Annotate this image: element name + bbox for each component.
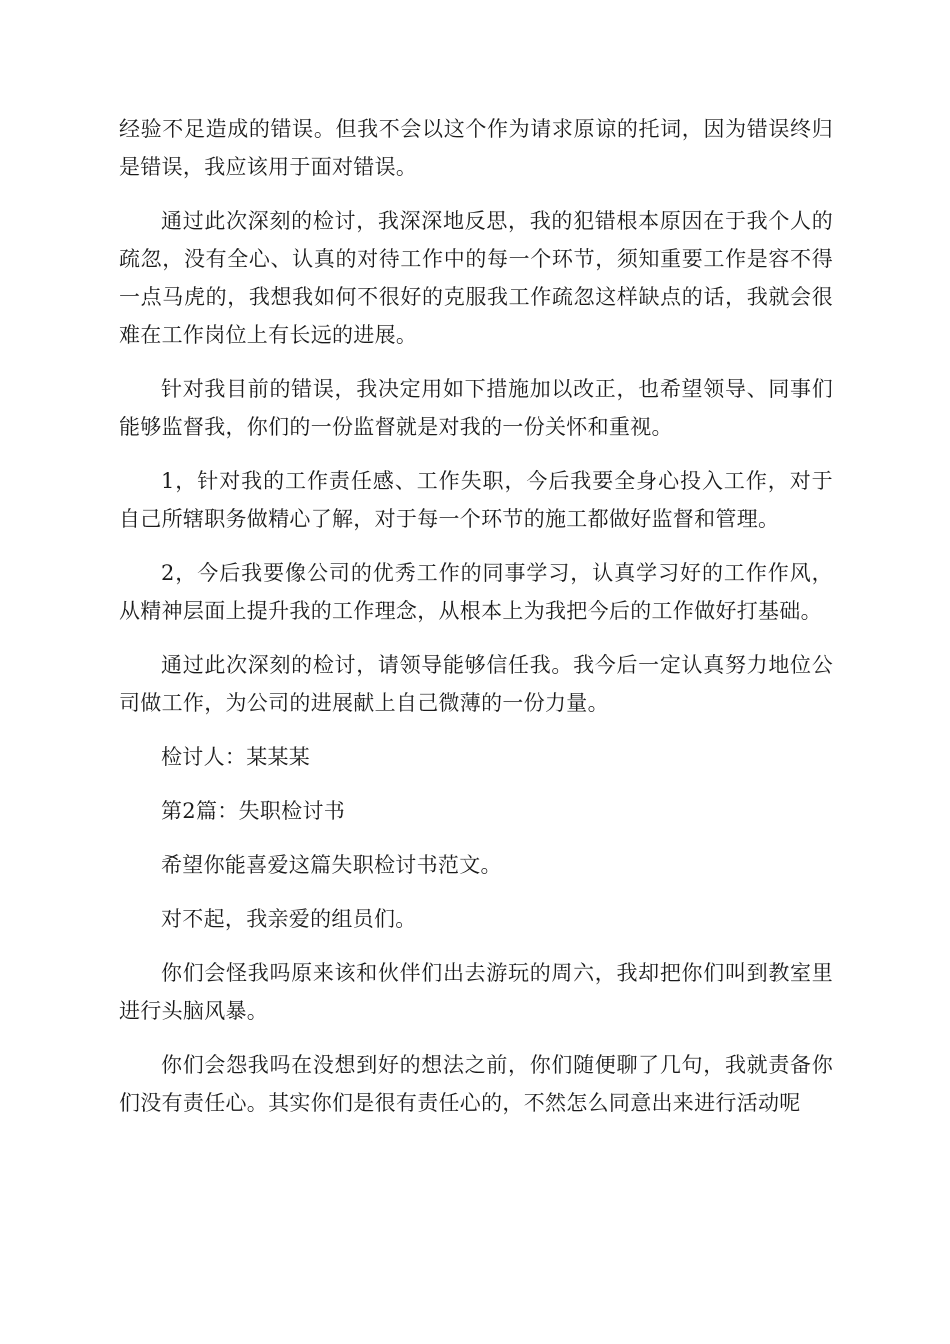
paragraph-3: 针对我目前的错误，我决定用如下措施加以改正，也希望领导、同事们能够监督我，你们的一份监督就是对我的一份关怀和重视。 (119, 377, 833, 439)
paragraph-2: 通过此次深刻的检讨，我深深地反思，我的犯错根本原因在于我个人的疏忽，没有全心、认真的对待工作中的每一个环节，须知重要工作是容不得一点马虎的，我想我如何不很好的克服我工作疏忽这样缺点的话，我就会很难在工作岗位上有长远的进展。 (119, 209, 833, 347)
paragraph-10: 对不起，我亲爱的组员们。 (161, 907, 417, 931)
paragraph-11: 你们会怪我吗原来该和伙伴们出去游玩的周六，我却把你们叫到教室里进行头脑风暴。 (119, 961, 833, 1023)
paragraph-12: 你们会怨我吗在没想到好的想法之前，你们随便聊了几句，我就责备你们没有责任心。其实你们是很有责任心的，不然怎么同意出来进行活动呢 (119, 1053, 833, 1115)
paragraph-4: 1，针对我的工作责任感、工作失职，今后我要全身心投入工作，对于自己所辖职务做精心了解，对于每一个环节的施工都做好监督和管理。 (119, 469, 833, 531)
document-body (119, 110, 833, 1138)
paragraph-5: 2，今后我要像公司的优秀工作的同事学习，认真学习好的工作作风，从精神层面上提升我的工作理念，从根本上为我把今后的工作做好打基础。 (119, 561, 833, 623)
paragraph-9: 希望你能喜爱这篇失职检讨书范文。 (161, 853, 502, 877)
paragraph-1: 经验不足造成的错误。但我不会以这个作为请求原谅的托词，因为错误终归是错误，我应该用于面对错误。 (119, 117, 833, 179)
reviewer-signature: 检讨人：某某某 (161, 745, 311, 769)
paragraph-6: 通过此次深刻的检讨，请领导能够信任我。我今后一定认真努力地位公司做工作，为公司的进展献上自己微薄的一份力量。 (119, 653, 833, 715)
section-heading: 第2篇：失职检讨书 (161, 799, 346, 823)
